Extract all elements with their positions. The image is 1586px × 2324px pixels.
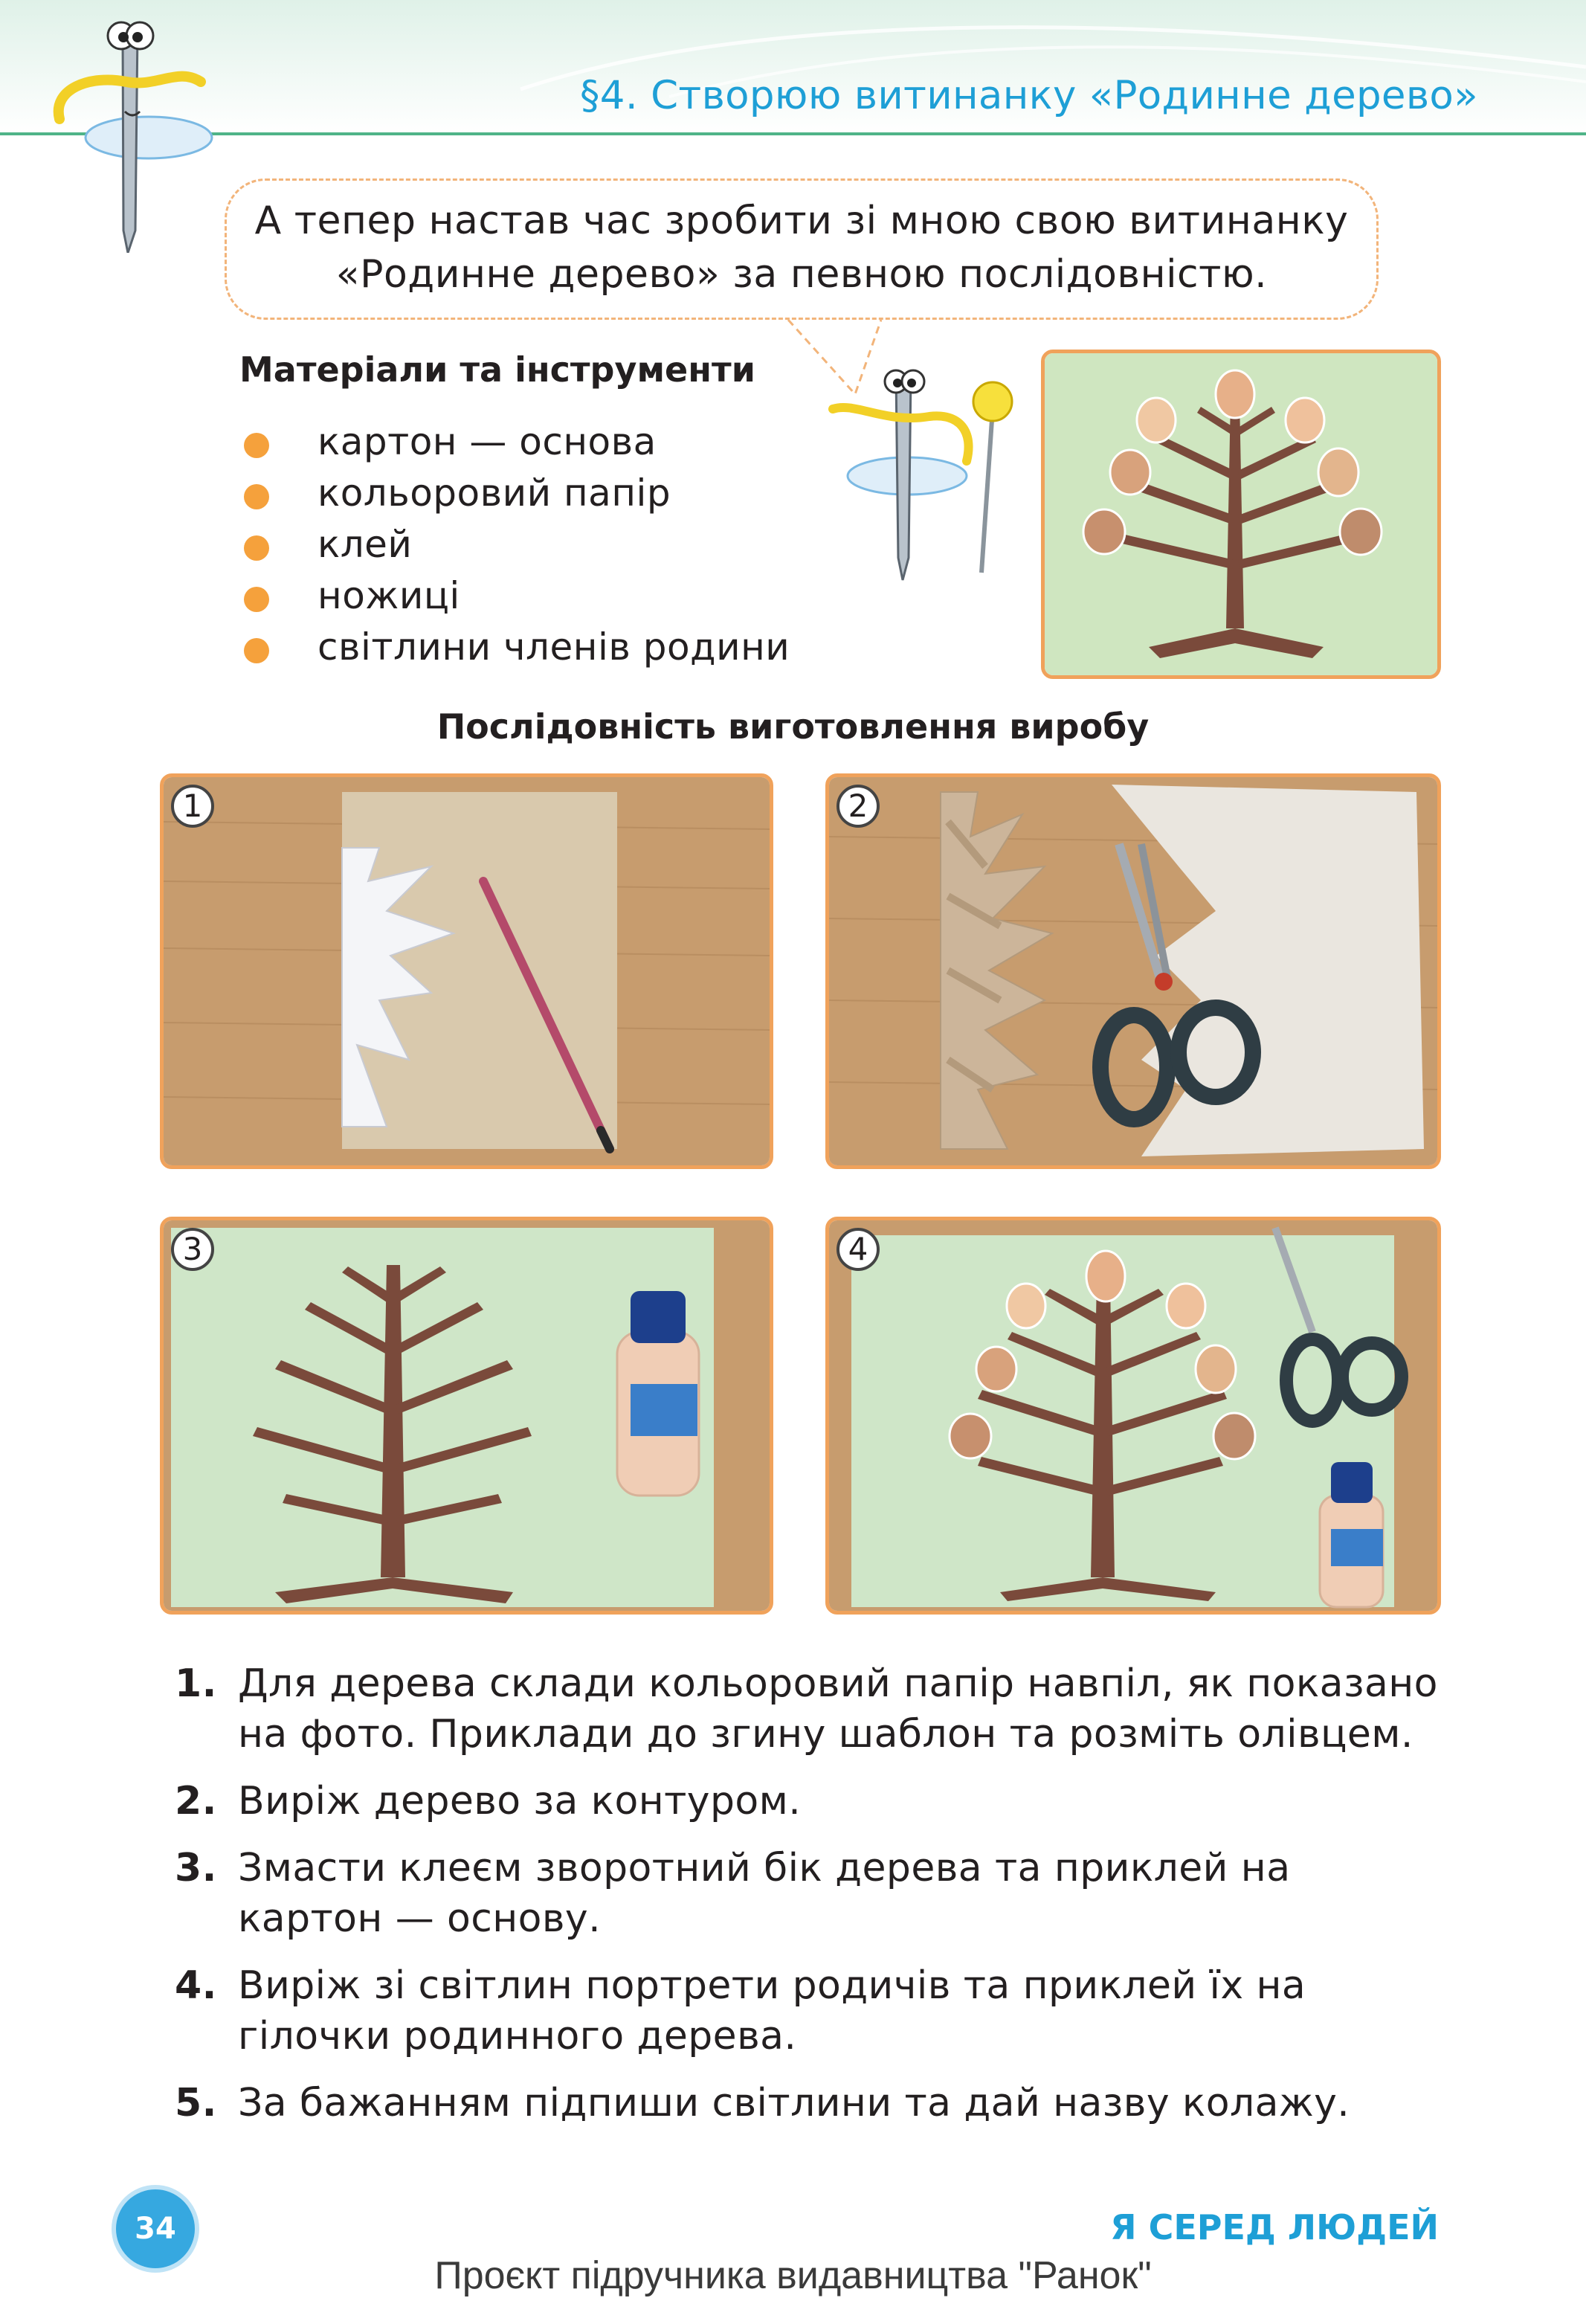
instruction-text: За бажанням підпиши світлини та дай назву колажу.	[238, 2081, 1350, 2125]
instruction-item	[175, 1960, 1439, 2061]
instruction-text: Для дерева склади кольоровий папір навпіл, як показано на фото. Приклади до згину шаблон та розміть олівцем.	[238, 1661, 1438, 1757]
materials-item	[239, 622, 834, 673]
instruction-text: Виріж дерево за контуром.	[238, 1779, 802, 1824]
materials-item-label: клей	[317, 523, 413, 566]
materials-list	[239, 416, 834, 673]
instruction-number: 1.	[175, 1661, 217, 1706]
instruction-number: 5.	[175, 2081, 217, 2125]
materials-item	[239, 570, 834, 622]
step-badge: 3	[171, 1228, 214, 1271]
step-4-photo	[825, 1217, 1441, 1615]
materials-item	[239, 468, 834, 519]
materials-item	[239, 519, 834, 570]
instruction-number: 4.	[175, 1963, 217, 2008]
speech-bubble	[225, 178, 1379, 320]
instruction-text: Змасти клеєм зворотний бік дерева та приклей на картон — основу.	[238, 1846, 1291, 1941]
instruction-item	[175, 1843, 1439, 1944]
instruction-text: Виріж зі світлин портрети родичів та приклей їх на гілочки родинного дерева.	[238, 1963, 1306, 2059]
finished-product-photo	[1041, 350, 1441, 679]
step-badge: 2	[836, 785, 880, 828]
instructions-list	[175, 1658, 1439, 2145]
instruction-item	[175, 1776, 1439, 1826]
bullet-icon	[244, 535, 269, 561]
materials-item	[239, 416, 834, 468]
chapter-label: Я СЕРЕД ЛЮДЕЙ	[1110, 2207, 1439, 2247]
step-2-photo	[825, 773, 1441, 1169]
bullet-icon	[244, 484, 269, 509]
needle-and-pin-mascot-icon	[825, 357, 1019, 588]
page-number-badge: 34	[112, 2185, 199, 2273]
needle-mascot-icon	[45, 7, 216, 253]
bullet-icon	[244, 433, 269, 458]
materials-heading: Матеріали та інструменти	[239, 350, 755, 390]
footer-note: Проєкт підручника видавництва "Ранок"	[434, 2254, 1152, 2297]
materials-item-label: картон — основа	[317, 420, 657, 463]
materials-item-label: кольоровий папір	[317, 471, 671, 515]
instruction-number: 3.	[175, 1846, 217, 1890]
materials-item-label: ножиці	[317, 574, 460, 617]
speech-bubble-line-1: А тепер настав час зробити зі мною свою витинанку	[254, 199, 1349, 243]
instruction-item	[175, 2078, 1439, 2128]
bullet-icon	[244, 638, 269, 663]
instruction-item	[175, 1658, 1439, 1760]
step-1-photo	[160, 773, 773, 1169]
materials-item-label: світлини членів родини	[317, 625, 790, 669]
bullet-icon	[244, 587, 269, 612]
sequence-heading: Послідовність виготовлення виробу	[436, 706, 1150, 747]
instruction-number: 2.	[175, 1779, 217, 1824]
section-title: §4. Створюю витинанку «Родинне дерево»	[580, 73, 1478, 118]
step-badge: 4	[836, 1228, 880, 1271]
step-3-photo	[160, 1217, 773, 1615]
step-badge: 1	[171, 785, 214, 828]
speech-bubble-line-2: «Родинне дерево» за певною послідовністю.	[335, 252, 1268, 297]
